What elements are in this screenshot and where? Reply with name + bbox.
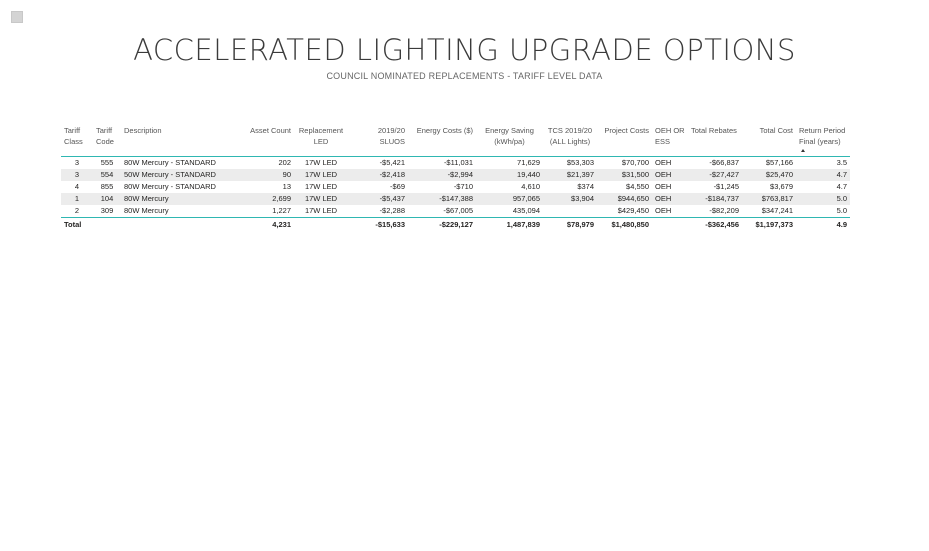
cell-tariff-class: 3 (61, 157, 93, 170)
totals-empty-cell (121, 218, 241, 232)
table-row[interactable] (61, 181, 850, 193)
cell-tariff-class: 2 (61, 205, 93, 218)
totals-row (61, 218, 850, 232)
totals-return-period: 4.9 (836, 220, 847, 229)
report-subtitle: COUNCIL NOMINATED REPLACEMENTS - TARIFF LEVEL DATA (326, 71, 603, 81)
cell-tariff-code: 104 (93, 193, 121, 205)
header-total-cost[interactable]: Total Cost (742, 124, 796, 157)
cell-sluos: -$2,288 (348, 205, 408, 218)
cell-replacement-led: 17W LED (294, 193, 348, 205)
cell-project-costs: $429,450 (597, 205, 652, 218)
table-row[interactable] (61, 205, 850, 218)
header-return-period[interactable] (796, 124, 850, 157)
cell-total-rebates: -$27,427 (688, 169, 742, 181)
cell-sluos: -$2,418 (348, 169, 408, 181)
visual-header-square-icon[interactable] (11, 11, 23, 23)
header-tcs[interactable]: TCS 2019/20 (ALL Lights) (543, 124, 597, 157)
cell-description: 80W Mercury - STANDARD (121, 181, 241, 193)
cell-replacement-led: 17W LED (294, 205, 348, 218)
cell-project-costs: $70,700 (597, 157, 652, 170)
header-total-rebates[interactable]: Total Rebates (688, 124, 742, 157)
totals-asset-count: 4,231 (272, 220, 291, 229)
cell-tariff-code: 555 (93, 157, 121, 170)
cell-total-rebates: -$82,209 (688, 205, 742, 218)
totals-label: Total (64, 220, 82, 229)
cell-project-costs: $944,650 (597, 193, 652, 205)
cell-asset-count: 13 (241, 181, 294, 193)
totals-sluos: -$15,633 (375, 220, 405, 229)
header-energy-costs[interactable]: Energy Costs ($) (408, 124, 476, 157)
cell-asset-count: 90 (241, 169, 294, 181)
cell-tariff-code: 554 (93, 169, 121, 181)
cell-total-cost: $57,166 (742, 157, 796, 170)
cell-energy-saving: 435,094 (476, 205, 543, 218)
cell-tcs: $3,904 (543, 193, 597, 205)
cell-project-costs: $31,500 (597, 169, 652, 181)
totals-project-costs: $1,480,850 (611, 220, 649, 229)
cell-tcs: $21,397 (543, 169, 597, 181)
cell-return-period: 5.0 (796, 205, 850, 218)
header-energy-saving[interactable]: Energy Saving (kWh/pa) (476, 124, 543, 157)
cell-total-cost: $347,241 (742, 205, 796, 218)
cell-tariff-class: 1 (61, 193, 93, 205)
cell-replacement-led: 17W LED (294, 157, 348, 170)
cell-replacement-led: 17W LED (294, 181, 348, 193)
totals-energy-costs: -$229,127 (439, 220, 473, 229)
cell-total-rebates: -$66,837 (688, 157, 742, 170)
cell-total-rebates: -$1,245 (688, 181, 742, 193)
totals-empty-cell (294, 218, 348, 232)
cell-return-period: 4.7 (796, 169, 850, 181)
cell-description: 80W Mercury (121, 193, 241, 205)
totals-empty-cell (93, 218, 121, 232)
cell-asset-count: 1,227 (241, 205, 294, 218)
totals-total-cost: $1,197,373 (755, 220, 793, 229)
cell-return-period: 4.7 (796, 181, 850, 193)
cell-energy-saving: 4,610 (476, 181, 543, 193)
table-body (61, 157, 850, 218)
table-header (61, 124, 850, 157)
report-title: ACCELERATED LIGHTING UPGRADE OPTIONS (133, 33, 796, 67)
cell-description: 80W Mercury (121, 205, 241, 218)
cell-tcs: $53,303 (543, 157, 597, 170)
cell-tariff-class: 3 (61, 169, 93, 181)
cell-tcs: $374 (543, 181, 597, 193)
sort-ascending-icon[interactable] (801, 149, 805, 152)
header-oeh-or-ess[interactable]: OEH OR ESS (652, 124, 688, 157)
cell-tariff-code: 855 (93, 181, 121, 193)
cell-replacement-led: 17W LED (294, 169, 348, 181)
header-sluos[interactable]: 2019/20 SLUOS (348, 124, 408, 157)
header-tariff-code[interactable]: Tariff Code (93, 124, 121, 157)
cell-description: 50W Mercury - STANDARD (121, 169, 241, 181)
table-totals (61, 218, 850, 232)
cell-energy-costs: -$67,005 (408, 205, 476, 218)
header-return-period-label: Return Period Final (years) (799, 126, 846, 146)
cell-tcs (543, 205, 597, 218)
cell-asset-count: 202 (241, 157, 294, 170)
table-row[interactable] (61, 193, 850, 205)
cell-total-cost: $3,679 (742, 181, 796, 193)
cell-oeh-or-ess: OEH (652, 205, 688, 218)
cell-oeh-or-ess: OEH (652, 157, 688, 170)
totals-empty-cell (652, 218, 688, 232)
cell-return-period: 5.0 (796, 193, 850, 205)
header-tariff-class[interactable]: Tariff Class (61, 124, 93, 157)
cell-total-rebates: -$184,737 (688, 193, 742, 205)
cell-asset-count: 2,699 (241, 193, 294, 205)
cell-energy-costs: -$11,031 (408, 157, 476, 170)
header-description[interactable]: Description (121, 124, 241, 157)
cell-sluos: -$69 (348, 181, 408, 193)
table-row[interactable] (61, 169, 850, 181)
cell-sluos: -$5,437 (348, 193, 408, 205)
header-asset-count[interactable]: Asset Count (241, 124, 294, 157)
cell-return-period: 3.5 (796, 157, 850, 170)
cell-total-cost: $25,470 (742, 169, 796, 181)
totals-total-rebates: -$362,456 (705, 220, 739, 229)
cell-energy-saving: 957,065 (476, 193, 543, 205)
cell-oeh-or-ess: OEH (652, 193, 688, 205)
cell-oeh-or-ess: OEH (652, 181, 688, 193)
tariff-table (61, 124, 850, 231)
cell-project-costs: $4,550 (597, 181, 652, 193)
cell-tariff-class: 4 (61, 181, 93, 193)
totals-tcs: $78,979 (566, 220, 594, 229)
cell-energy-costs: -$2,994 (408, 169, 476, 181)
totals-energy-saving: 1,487,839 (506, 220, 540, 229)
cell-oeh-or-ess: OEH (652, 169, 688, 181)
header-replacement-led[interactable]: Replacement LED (294, 124, 348, 157)
cell-total-cost: $763,817 (742, 193, 796, 205)
cell-sluos: -$5,421 (348, 157, 408, 170)
cell-description: 80W Mercury - STANDARD (121, 157, 241, 170)
cell-tariff-code: 309 (93, 205, 121, 218)
header-project-costs[interactable]: Project Costs (597, 124, 652, 157)
cell-energy-saving: 19,440 (476, 169, 543, 181)
cell-energy-costs: -$147,388 (408, 193, 476, 205)
cell-energy-costs: -$710 (408, 181, 476, 193)
table-row[interactable] (61, 157, 850, 170)
cell-energy-saving: 71,629 (476, 157, 543, 170)
